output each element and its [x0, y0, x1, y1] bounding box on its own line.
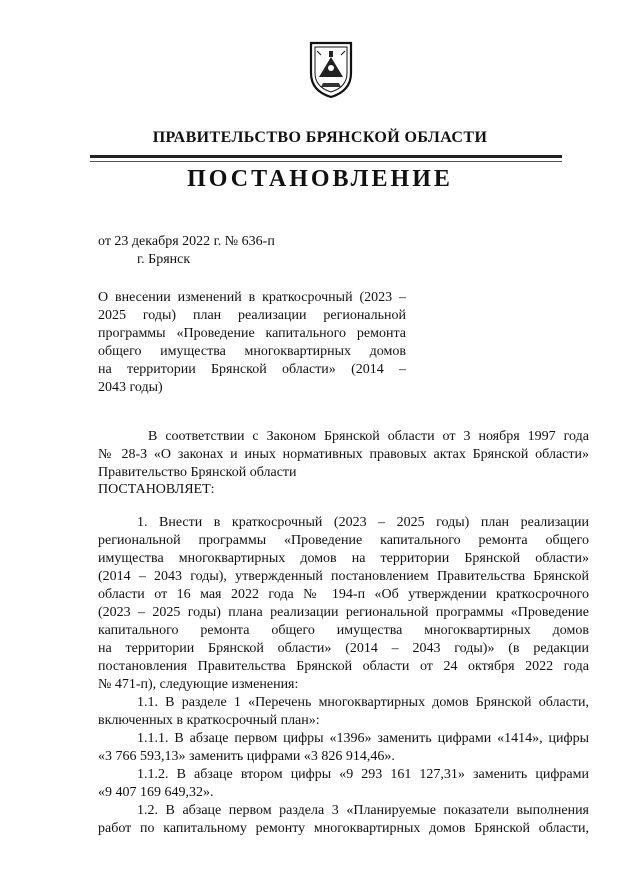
- body-line: «3 766 593,13» заменить цифрами «3 826 914,46».: [98, 749, 395, 764]
- body-line: области от 16 мая 2022 года № 194-п «Об утверждении краткосрочного: [98, 587, 589, 602]
- body-line: (2023 – 2025 годы) плана реализации региональной программы «Проведение: [98, 605, 589, 620]
- subject-line: программы «Проведение капитального ремонта: [98, 326, 406, 341]
- date-number: от 23 декабря 2022 г. № 636-п: [98, 234, 275, 249]
- body-line: включенных в краткосрочный план»:: [98, 713, 320, 728]
- body-line: 1.2. В абзаце первом раздела 3 «Планируемые показатели выполнения: [137, 803, 589, 818]
- subject-line: общего имущества многоквартирных домов: [98, 344, 406, 359]
- decree-keyword: ПОСТАНОВЛЯЕТ:: [98, 482, 215, 497]
- city: г. Брянск: [137, 252, 191, 267]
- body-line: постановления Правительства Брянской области от 24 октября 2022 года: [98, 659, 589, 674]
- body-line: «9 407 169 649,32».: [98, 785, 214, 800]
- body-line: 1. Внести в краткосрочный (2023 – 2025 годы) план реализации: [137, 515, 589, 530]
- subject-line: 2025 годы) план реализации региональной: [98, 308, 406, 323]
- body-line: № 471-п), следующие изменения:: [98, 677, 299, 692]
- preamble-line: Правительство Брянской области: [98, 465, 297, 480]
- preamble-line: № 28-З «О законах и иных нормативных правовых актах Брянской области»: [98, 447, 589, 462]
- body-line: (2014 – 2043 годы), утвержденный постановлением Правительства Брянской: [98, 569, 589, 584]
- body-line: 1.1.2. В абзаце втором цифры «9 293 161 127,31» заменить цифрами: [137, 767, 589, 782]
- preamble-line: В соответствии с Законом Брянской области от 3 ноября 1997 года: [148, 429, 589, 444]
- body-line: капитального ремонта общего имущества многоквартирных домов: [98, 623, 589, 638]
- body-line: 1.1. В разделе 1 «Перечень многоквартирных домов Брянской области,: [137, 695, 589, 710]
- body-line: на территории Брянской области» (2014 – 2043 годы)» (в редакции: [98, 641, 589, 656]
- government-title: ПРАВИТЕЛЬСТВО БРЯНСКОЙ ОБЛАСТИ: [152, 129, 488, 146]
- document-type-title: ПОСТАНОВЛЕНИЕ: [187, 166, 453, 192]
- subject-line: О внесении изменений в краткосрочный (2023 –: [98, 290, 406, 305]
- body-line: 1.1.1. В абзаце первом цифры «1396» заменить цифрами «1414», цифры: [137, 731, 589, 746]
- subject-line: на территории Брянской области» (2014 –: [98, 362, 406, 377]
- header-rule-thick: [90, 155, 562, 158]
- subject-line: 2043 годы): [98, 380, 163, 395]
- header-rule-thin: [90, 161, 562, 162]
- body-line: региональной программы «Проведение капитального ремонта общего: [98, 533, 589, 548]
- body-line: работ по капитальному ремонту многоквартирных домов Брянской области,: [98, 821, 589, 836]
- body-line: имущества многоквартирных домов на территории Брянской области»: [98, 551, 589, 566]
- coat-of-arms-icon: [305, 37, 357, 99]
